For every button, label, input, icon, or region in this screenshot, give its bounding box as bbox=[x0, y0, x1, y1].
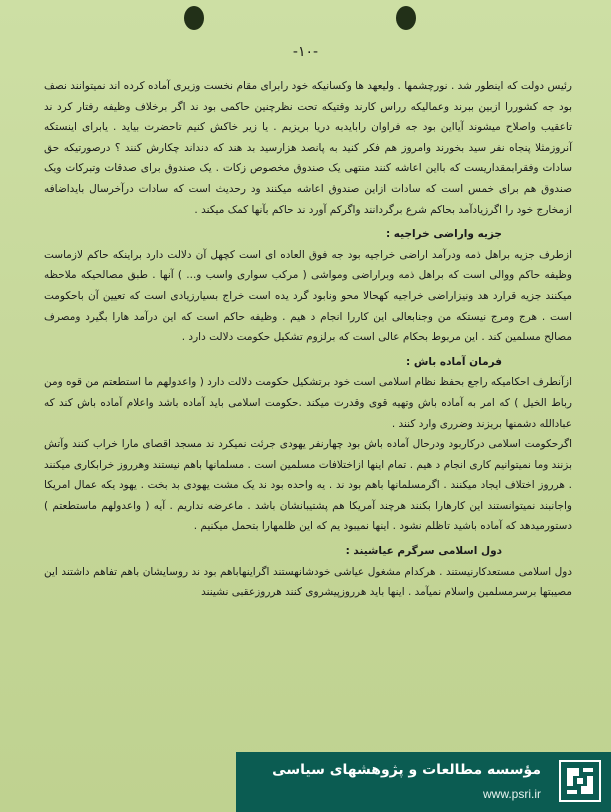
paragraph: ازطرف جزیه براهل ذمه ودرآمد اراضی خراجیه بود جه فوق العاده ای است کچهل آن دلالت دارد براینکه حاکم لازماست وظیفه حاکم ووالی است که براهل ذمه وبراراضی ومواشی ( مرکب سواری واسب و... ) آنها . طبق مصالحیکه ملاحظه میکنند جزیه قرارد هد ونیزاراضی خراجیه کهحالا محو ونابود گرد یده است خراج بسیارزیادی است که تعیین آن باحکومت است . هرج ومرج نیستکه من وجنابعالی این کاررا انجام د هیم . وظیفه حاکم است که این درآمد هارا بگیرد ومصرف مصالح مسلمین کند . این مربوط بحکام عالی است که برلزوم تشکیل حکومت دلالت دارد . bbox=[44, 248, 572, 344]
page-number: -۱۰- bbox=[292, 44, 319, 60]
paragraph: رئیس دولت که اینطور شد . نورچشمها . ولیعهد ها وکسانیکه خود رابرای مقام نخست وزیری آماده کرده اند نمیتوانند نصف بود جه کشوررا ازبین ببرند وعمالیکه رراس کارند وقتیکه تحت نظرچنین حاکمی بود ند اگر برخلاف وظیفه رفتار کرد ند تاعقیب واصلاح میشوند آیااین بود جه فراوان رابایدبه دریا بریزیم . یا زیر خاکش کنیم تاحضرت بیاید . یابرای اینستکه آنروزمثلا پنجاه نفر سید بخورند وامروز هم فکر کنید به پانصد هزارسید بد هند که دنداند چکارش کنند ؟ درصورتیکه حق سادات وفقرابمقداریست که بااین اعاشه کنند منتهی یک صندوق مخصوص زکات . یک صندوق برای صدقات وتبرکات ویک صندوق هم برای خمس است که سادات ازاین صندوق اعاشه میکنند ود رحدیث است که سادات درآخرسال بایداضافه ازمخارج خود را اگرزیادآمد بحاکم شرع برگردانند واگرکم آورد ند حاکم بآنها کمک میکند . bbox=[44, 80, 572, 216]
institute-url: www.psri.ir bbox=[482, 787, 541, 801]
paragraph: اگرحکومت اسلامی درکاربود ودرحال آماده باش بود چهارنفر یهودی جرئت نمیکرد ند مسجد اقصای مارا خراب کنند وآتش بزنند وما نمیتوانیم کاری انجام د هیم . تمام اینها ازاختلافات مسلمین است . مسلمانها باهم نیستند وهرروز خرابکاری میکنند . هرروز اختلاف ایجاد میکنند . اگرمسلمانها باهم بود ند . یه واحده بود ند یک مشت یهودی بد بخت . یهود یکه عمال امریکا واجانبند نمیتوانستند این کارهارا بکنند هرچند آمریکا هم پشتیبانشان باشد . ماعرضه نداریم . آیه ( واعدولهم ماستطعتم ) دستورمیدهد که آماده باشید تاظلم نشود . اینها نمیبود یم که این ظلمهارا بتحمل میکنیم . bbox=[44, 438, 572, 533]
binder-hole-left bbox=[184, 6, 204, 30]
document-body bbox=[44, 76, 572, 603]
section-heading: دول اسلامی سرگرم عیاشیند : bbox=[345, 545, 502, 558]
institute-name: مؤسسه مطالعات و پژوهشهای سیاسی bbox=[272, 762, 541, 778]
watermark-banner bbox=[236, 752, 611, 812]
paragraph: ازآنطرف احکامیکه راجع بحفظ نظام اسلامی است خود برتشکیل حکومت دلالت دارد ( واعدولهم ما استطعتم من قوه ومن رباط الخیل ) که امر به آماده باش وتهیه قوی وقدرت میکند .حکومت اسلامی باید آماده باشد واعلام آماده باش کند که عبادالله دشمنها بریزند وضرری وارد کنند . bbox=[44, 376, 572, 430]
section-heading: جزیه واراضی خراجیه : bbox=[385, 228, 502, 241]
binder-hole-right bbox=[396, 6, 416, 30]
paragraph: دول اسلامی مستعدکارنیستند . هرکدام مشغول عیاشی خودشانهستند اگراینهاباهم بود ند روسایشان باهم تفاهم داشتند این مصیبتها برسرمسلمین واسلام نمیآمد . اینها باید هرروزپیشروی کنند هرروزعقبی نشینند bbox=[44, 565, 572, 599]
section-heading: فرمان آماده باش : bbox=[406, 355, 502, 368]
institute-logo-icon bbox=[559, 760, 601, 802]
